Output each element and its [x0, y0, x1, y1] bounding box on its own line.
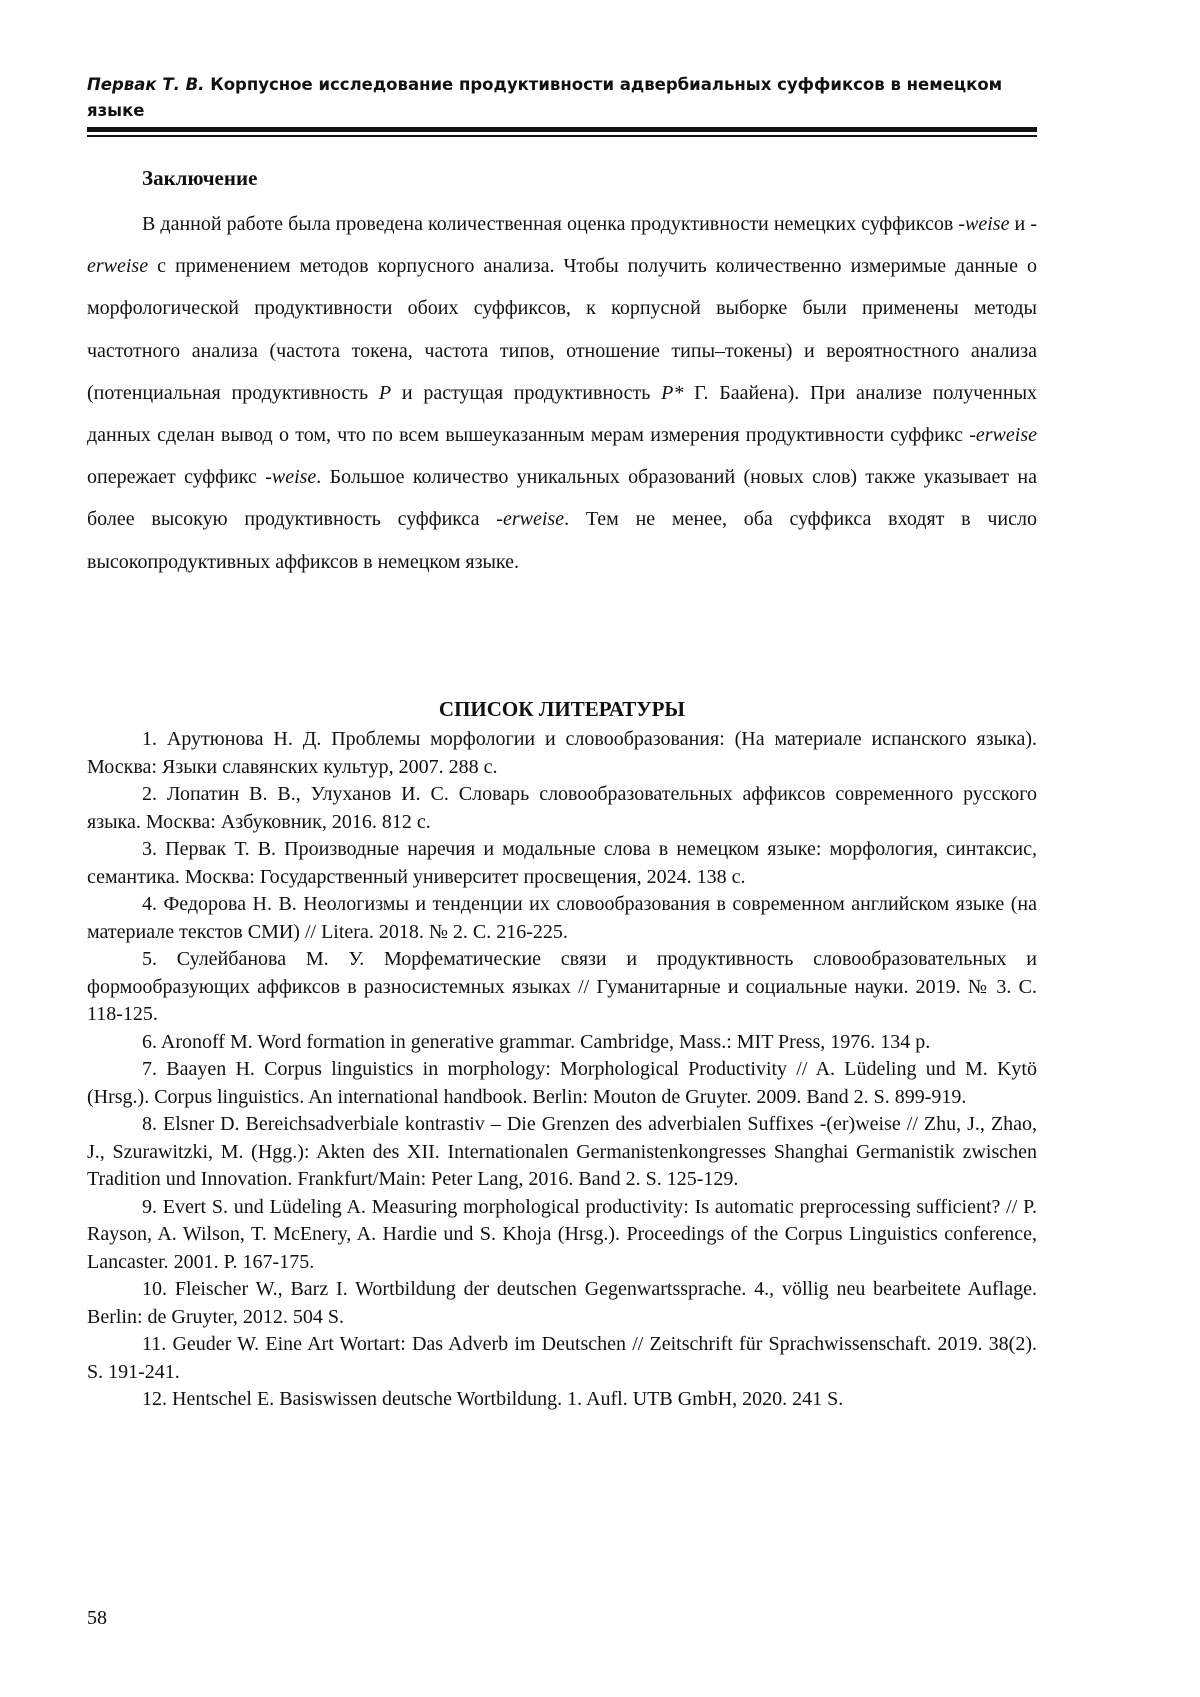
conclusion-text: и растущая продуктивность	[391, 381, 662, 404]
header-rule-thick	[87, 127, 1037, 132]
suffix-erweise: -erweise	[969, 424, 1037, 447]
reference-item: 3. Первак Т. В. Производные наречия и модальные слова в немецком языке: морфология, синтаксис, семантика. Москва: Государственный университет просвещения, 2024. 138 с.	[87, 838, 1037, 888]
reference-item: 5. Сулейбанова М. У. Морфематические связи и продуктивность словообразовательных и формообразующих аффиксов в разносистемных языках // Гуманитарные и социальные науки. 2019. № 3. С. 118-125.	[87, 948, 1037, 1025]
reference-item: 6. Aronoff M. Word formation in generative grammar. Cambridge, Mass.: MIT Press, 1976. 134 p.	[142, 1030, 931, 1053]
reference-item: 1. Арутюнова Н. Д. Проблемы морфологии и словообразования: (На материале испанского языка). Москва: Языки славянских культур, 2007. 288 с.	[87, 728, 1037, 778]
reference-item: 11. Geuder W. Eine Art Wortart: Das Adverb im Deutschen // Zeitschrift für Sprachwissenschaft. 2019. 38(2). S. 191-241.	[87, 1333, 1037, 1383]
conclusion-text: . Большое количество уникальных образований (новых слов) также указывает на более высокую продуктивность суффикса	[87, 466, 1038, 531]
bibliography-title: СПИСОК ЛИТЕРАТУРЫ	[438, 697, 686, 721]
suffix-erweise: -erweise	[87, 213, 1037, 278]
reference-item: 2. Лопатин В. В., Улуханов И. С. Словарь словообразовательных аффиксов современного русского языка. Москва: Азбуковник, 2016. 812 с.	[87, 783, 1037, 833]
conclusion-text: . Тем не менее, оба суффикса входят в число высокопродуктивных аффиксов в немецком языке.	[87, 508, 1037, 573]
reference-item: 10. Fleischer W., Barz I. Wortbildung der deutschen Gegenwartssprache. 4., völlig neu bearbeitete Auflage. Berlin: de Gruyter, 2012. 504 S.	[87, 1278, 1037, 1328]
conclusion-text: опережает суффикс	[87, 466, 266, 489]
suffix-erweise: -erweise	[496, 508, 565, 531]
symbol-p: P	[378, 381, 392, 404]
conclusion-text: и	[1009, 213, 1031, 235]
page-number: 58	[87, 1607, 107, 1629]
reference-item: 4. Федорова Н. В. Неологизмы и тенденции их словообразования в современном английском языке (на материале текстов СМИ) // Litera. 2018. № 2. С. 216-225.	[87, 893, 1037, 943]
conclusion-text: В данной работе была проведена количественная оценка продуктивности немецких суффиксов	[142, 213, 959, 235]
conclusion-text: с применением методов корпусного анализа. Чтобы получить количественно измеримые данные о морфологической продуктивности обоих суффиксов, к корпусной выборке были применены методы частотного анализа (частота токена, частота типов, отношение типы–токены) и вероятностного анализа (потенциальная продуктивность	[87, 255, 1037, 404]
conclusion-text: Г. Баайена). При анализе полученных данных сделан вывод о том, что по всем вышеуказанным мерам измерения продуктивности суффикс	[87, 381, 1038, 447]
reference-item: 7. Baayen H. Corpus linguistics in morphology: Morphological Productivity // A. Lüdeling und M. Kytö (Hrsg.). Corpus linguistics. An international handbook. Berlin: Mouton de Gruyter. 2009. Band 2. S. 899-919.	[87, 1058, 1037, 1108]
suffix-weise: -weise	[265, 466, 317, 489]
running-head-author: Первак Т. В.	[87, 75, 205, 94]
suffix-weise: -weise	[958, 213, 1010, 235]
running-head-title: Корпусное исследование продуктивности адвербиальных суффиксов в немецком языке	[87, 75, 1003, 120]
header-rule-thin	[87, 135, 1037, 137]
conclusion-heading: Заключение	[142, 166, 258, 190]
conclusion-paragraph	[87, 203, 1037, 583]
reference-item: 12. Hentschel E. Basiswissen deutsche Wortbildung. 1. Aufl. UTB GmbH, 2020. 241 S.	[142, 1388, 844, 1410]
reference-item: 8. Elsner D. Bereichsadverbiale kontrastiv – Die Grenzen des adverbialen Suffixes -(er)weise // Zhu, J., Zhao, J., Szurawitzki, M. (Hgg.): Akten des XII. Internationalen Germanistenkongresses Shanghai Germanistik zwischen Tradition und Innovation. Frankfurt/Main: Peter Lang, 2016. Band 2. S. 125-129.	[87, 1113, 1037, 1190]
bibliography-list	[87, 726, 1037, 1414]
symbol-p-star: P*	[661, 381, 684, 404]
reference-item: 9. Evert S. und Lüdeling A. Measuring morphological productivity: Is automatic preprocessing sufficient? // P. Rayson, A. Wilson, T. McEnery, A. Hardie und S. Khoja (Hrsg.). Proceedings of the Corpus Linguistics conference, Lancaster. 2001. P. 167-175.	[87, 1195, 1037, 1273]
running-head	[87, 72, 1037, 124]
